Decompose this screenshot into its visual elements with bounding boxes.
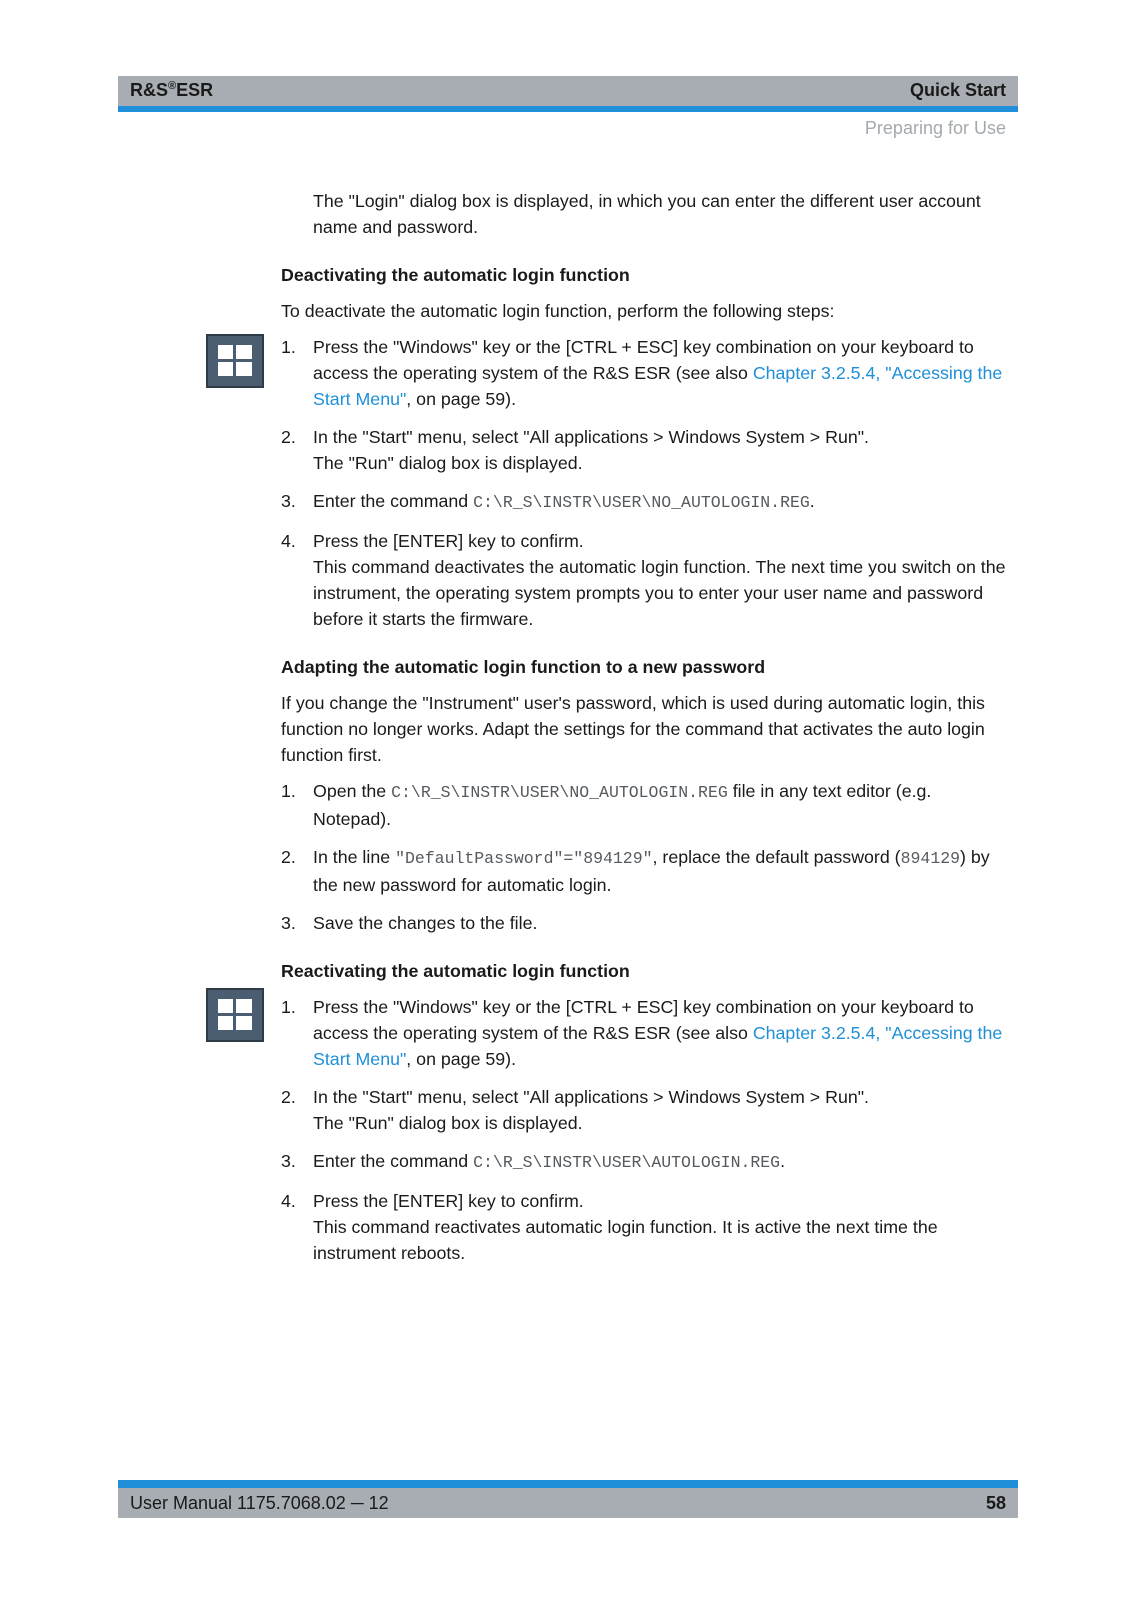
section-heading-deactivate: Deactivating the automatic login function: [281, 265, 630, 285]
windows-logo-icon: [206, 988, 264, 1042]
intro-text: The "Login" dialog box is displayed, in which you can enter the different user account name and password.: [313, 191, 981, 237]
page-footer: [118, 1480, 1018, 1518]
section-title: Preparing for Use: [864, 118, 1006, 138]
manual-id: User Manual 1175.7068.02 ─ 12: [130, 1493, 389, 1513]
chapter-title: Quick Start: [909, 80, 1006, 100]
list-item: 1. Open the C:\R_S\INSTR\USER\NO_AUTOLOGIN.REG file in any text editor (e.g. Notepad).: [281, 781, 932, 829]
chapter-link[interactable]: Chapter 3.2.5.4, "Accessing the Start Menu": [313, 1023, 1003, 1069]
list-item: 1. Press the "Windows" key or the [CTRL + ESC] key combination on your keyboard to access the operating system of the R&S ESR (see also Chapter 3.2.5.4, "Accessing the Start Menu", on page 59).: [281, 997, 1003, 1069]
page-header: [118, 76, 1018, 112]
command-path: C:\R_S\INSTR\USER\AUTOLOGIN.REG: [473, 1153, 781, 1172]
section-heading-adapt: Adapting the automatic login function to a new password: [281, 657, 766, 677]
config-line: "DefaultPassword"="894129": [395, 849, 653, 868]
default-password: 894129: [900, 849, 961, 868]
list-item: 2. In the "Start" menu, select "All applications > Windows System > Run". The "Run" dialog box is displayed.: [281, 427, 869, 473]
list-item: 3. Enter the command C:\R_S\INSTR\USER\AUTOLOGIN.REG.: [281, 1151, 786, 1172]
list-item: 3. Save the changes to the file.: [281, 913, 538, 933]
section-heading-reactivate: Reactivating the automatic login function: [281, 961, 630, 981]
command-path: C:\R_S\INSTR\USER\NO_AUTOLOGIN.REG: [473, 493, 810, 512]
list-item: 3. Enter the command C:\R_S\INSTR\USER\NO_AUTOLOGIN.REG.: [281, 491, 815, 512]
chapter-link[interactable]: Chapter 3.2.5.4, "Accessing the Start Menu": [313, 363, 1003, 409]
section-lead: If you change the "Instrument" user's password, which is used during automatic login, this function no longer works. Adapt the settings for the command that activates the auto login function first.: [281, 693, 985, 765]
list-item: 4. Press the [ENTER] key to confirm. This command reactivates automatic login function. It is active the next time the instrument reboots.: [281, 1191, 938, 1263]
list-item: 2. In the "Start" menu, select "All applications > Windows System > Run". The "Run" dialog box is displayed.: [281, 1087, 869, 1133]
steps-list: [281, 334, 1011, 632]
list-item: 1. Press the "Windows" key or the [CTRL + ESC] key combination on your keyboard to access the operating system of the R&S ESR (see also Chapter 3.2.5.4, "Accessing the Start Menu", on page 59).: [281, 337, 1003, 409]
command-path: C:\R_S\INSTR\USER\NO_AUTOLOGIN.REG: [391, 783, 728, 802]
steps-list: [281, 994, 1011, 1266]
list-item: 4. Press the [ENTER] key to confirm. This command deactivates the automatic login function. The next time you switch on the instrument, the operating system prompts you to enter your user name and password before it starts the firmware.: [281, 531, 1006, 629]
section-lead: To deactivate the automatic login function, perform the following steps:: [281, 301, 835, 321]
list-item: 2. In the line "DefaultPassword"="894129", replace the default password (894129) by the new password for automatic login.: [281, 847, 990, 895]
page-body: [281, 188, 1011, 1288]
product-name: R&S®ESR: [130, 80, 214, 100]
page-number: 58: [985, 1493, 1006, 1513]
steps-list: [281, 778, 1011, 936]
windows-logo-icon: [206, 334, 264, 388]
